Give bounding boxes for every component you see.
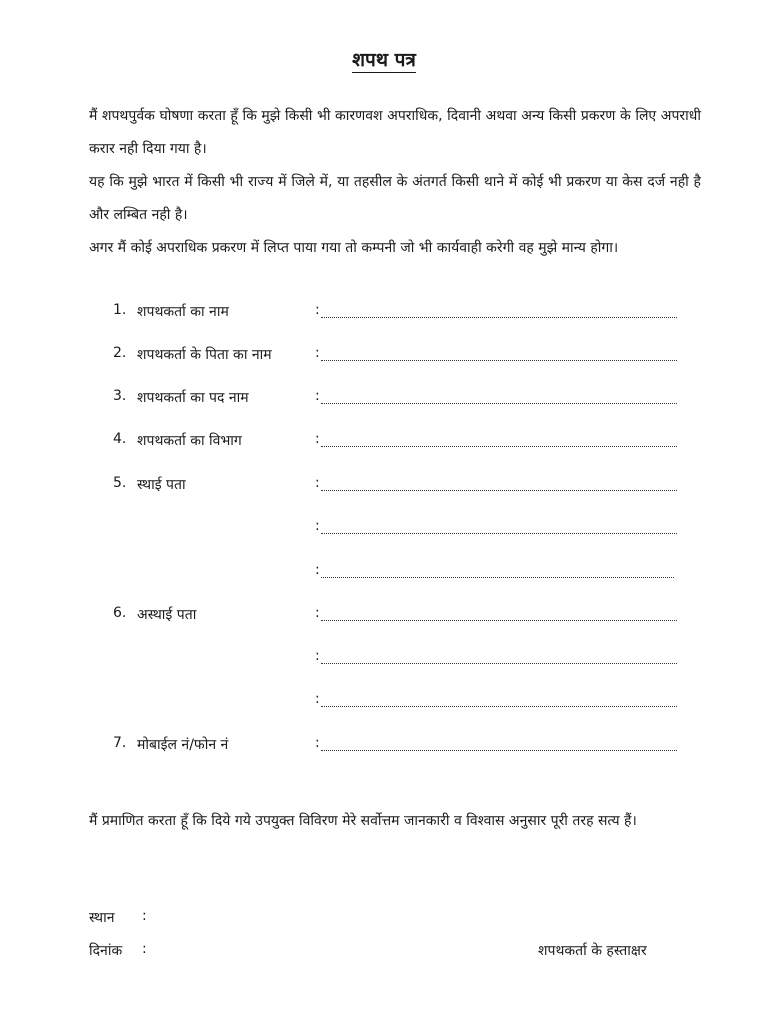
field-row-department <box>0 431 768 455</box>
dotted-line <box>321 360 677 361</box>
field-label-father-name: शपथकर्ता के पिता का नाम <box>137 347 272 363</box>
field-number: 6. <box>113 605 127 621</box>
field-number: 2. <box>113 345 127 361</box>
field-row-temporary-address-cont <box>0 648 768 672</box>
dotted-line <box>321 750 677 751</box>
field-row-name <box>0 302 768 326</box>
field-label-department: शपथकर्ता का विभाग <box>137 433 242 449</box>
field-separator: : <box>315 431 320 447</box>
field-row-permanent-address <box>0 475 768 499</box>
declaration-paragraph-1: मैं शपथपुर्वक घोषणा करता हूँ कि मुझे किसी भी कारणवश अपराधिक, दिवानी अथवा अन्य किसी प्रकरण के लिए अपराधी करार नही दिया गया है। <box>89 108 701 157</box>
field-label-permanent-address: स्थाई पता <box>137 477 186 493</box>
dotted-line <box>321 490 677 491</box>
field-row-permanent-address-cont <box>0 518 768 542</box>
field-number: 4. <box>113 431 127 447</box>
permanent-address-fill-line-1[interactable] <box>315 475 677 495</box>
field-separator: : <box>315 691 320 707</box>
field-separator: : <box>315 302 320 318</box>
field-number: 5. <box>113 475 127 491</box>
field-separator: : <box>315 605 320 621</box>
dotted-line <box>321 663 677 664</box>
field-row-mobile-phone <box>0 735 768 759</box>
permanent-address-fill-line-2[interactable] <box>315 518 677 538</box>
place-label: स्थान <box>89 910 115 926</box>
date-colon: : <box>142 941 147 957</box>
field-row-father-name <box>0 345 768 369</box>
designation-fill-line[interactable] <box>315 388 677 408</box>
temporary-address-fill-line-1[interactable] <box>315 605 677 625</box>
field-separator: : <box>315 735 320 751</box>
temporary-address-fill-line-2[interactable] <box>315 648 677 668</box>
dotted-line <box>321 533 677 534</box>
dotted-line <box>321 577 674 578</box>
date-label: दिनांक <box>89 943 123 959</box>
field-separator: : <box>315 648 320 664</box>
father-name-fill-line[interactable] <box>315 345 677 365</box>
field-row-temporary-address-cont <box>0 691 768 715</box>
field-row-permanent-address-cont <box>0 562 768 586</box>
mobile-phone-fill-line[interactable] <box>315 735 677 755</box>
field-label-mobile-phone: मोबाईल नं/फोन नं <box>137 737 229 753</box>
dotted-line <box>321 706 677 707</box>
name-fill-line[interactable] <box>315 302 677 322</box>
dotted-line <box>321 403 677 404</box>
document-title <box>0 46 768 72</box>
certification-paragraph: मैं प्रमाणित करता हूँ कि दिये गये उपयुक्त विविरण मेरे सर्वोत्तम जानकारी व विश्वास अनुसार पूरी तरह सत्य हैं। <box>89 813 637 829</box>
department-fill-line[interactable] <box>315 431 677 451</box>
dotted-line <box>321 317 677 318</box>
temporary-address-fill-line-3[interactable] <box>315 691 677 711</box>
field-number: 3. <box>113 388 127 404</box>
field-row-temporary-address <box>0 605 768 629</box>
field-label-designation: शपथकर्ता का पद नाम <box>137 390 249 406</box>
declaration-paragraph-3: अगर मैं कोई अपराधिक प्रकरण में लिप्त पाया गया तो कम्पनी जो भी कार्यवाही करेगी वह मुझे मान्य होगा। <box>89 240 619 256</box>
dotted-line <box>321 620 677 621</box>
dotted-line <box>321 446 677 447</box>
signature-label: शपथकर्ता के हस्ताक्षर <box>538 943 647 959</box>
permanent-address-fill-line-3[interactable] <box>315 562 674 582</box>
field-number: 1. <box>113 302 127 318</box>
field-separator: : <box>315 345 320 361</box>
field-label-temporary-address: अस्थाई पता <box>137 607 197 623</box>
document-title-text: शपथ पत्र <box>352 49 416 71</box>
place-colon: : <box>142 908 147 924</box>
field-separator: : <box>315 518 320 534</box>
field-separator: : <box>315 475 320 491</box>
field-separator: : <box>315 388 320 404</box>
field-separator: : <box>315 562 320 578</box>
field-number: 7. <box>113 735 127 751</box>
field-row-designation <box>0 388 768 412</box>
field-label-name: शपथकर्ता का नाम <box>137 304 229 320</box>
declaration-paragraph-2: यह कि मुझे भारत में किसी भी राज्य में जिले में, या तहसील के अंतगर्त किसी थाने में कोई भी प्रकरण या केस दर्ज नही है और लम्बित नही है। <box>89 174 701 223</box>
